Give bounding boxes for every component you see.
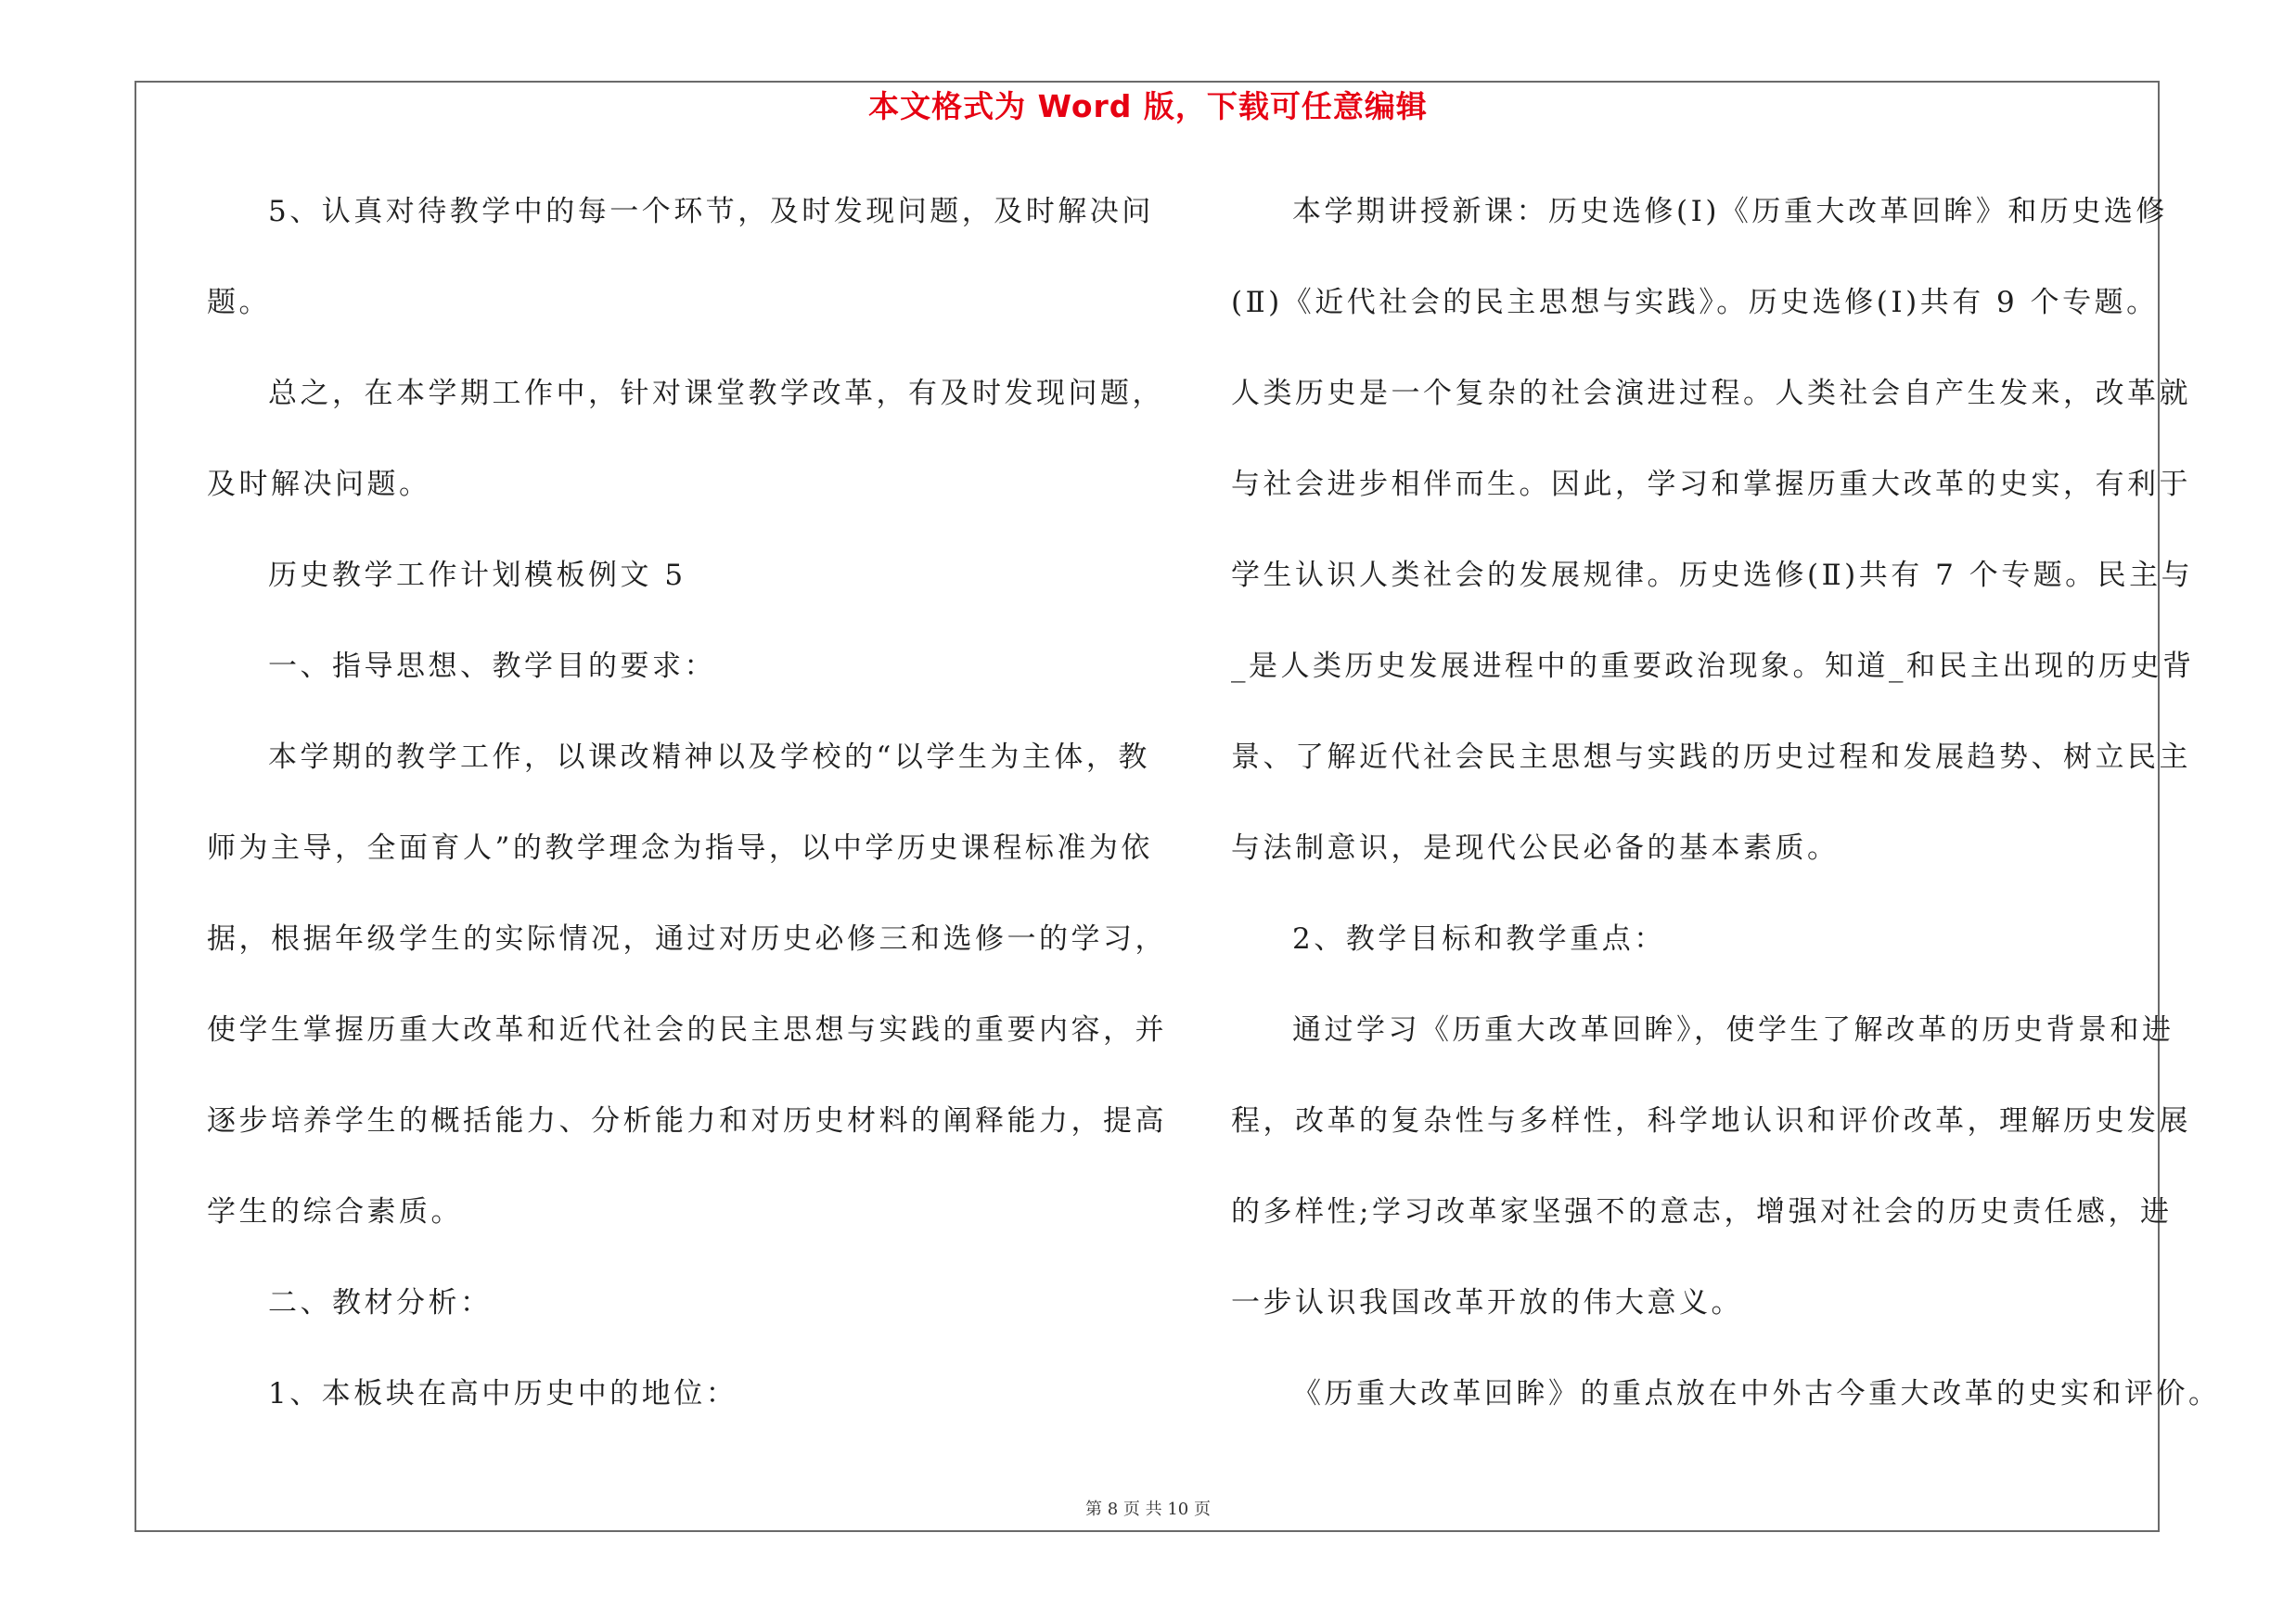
heading-textbook-analysis: 二、教材分析： <box>268 1286 493 1320</box>
text-line: 学生的综合素质。 <box>207 1195 463 1229</box>
left-column <box>207 184 1167 1457</box>
text-line: 本学期讲授新课：历史选修(Ⅰ)《历重大改革回眸》和历史选修 <box>1292 195 2168 228</box>
text-line: 5、认真对待教学中的每一个环节，及时发现问题，及时解决问 <box>268 195 1154 228</box>
word-format-banner: 本文格式为 Word 版，下载可任意编辑 <box>868 88 1428 124</box>
text-line: 使学生掌握历重大改革和近代社会的民主思想与实践的重要内容，并 <box>207 1013 1167 1047</box>
right-column <box>1231 184 2221 1457</box>
text-line: (Ⅱ)《近代社会的民主思想与实践》。历史选修(Ⅰ)共有 9 个专题。 <box>1231 286 2159 319</box>
text-line: 师为主导，全面育人”的教学理念为指导，以中学历史课程标准为依 <box>207 831 1153 865</box>
text-line: 景、了解近代社会民主思想与实践的历史过程和发展趋势、树立民主 <box>1231 741 2191 774</box>
text-line: 据，根据年级学生的实际情况，通过对历史必修三和选修一的学习， <box>207 922 1167 956</box>
text-line: 一步认识我国改革开放的伟大意义。 <box>1231 1286 1743 1320</box>
page-number: 第 8 页 共 10 页 <box>1085 1500 1211 1519</box>
text-line: 题。 <box>207 286 271 319</box>
text-line: 逐步培养学生的概括能力、分析能力和对历史材料的阐释能力，提高 <box>207 1104 1167 1138</box>
heading-guiding-thought: 一、指导思想、教学目的要求： <box>268 650 716 683</box>
text-line: 与法制意识，是现代公民必备的基本素质。 <box>1231 831 1840 865</box>
text-line: 1、本板块在高中历史中的地位： <box>268 1377 738 1410</box>
section-title: 历史教学工作计划模板例文 5 <box>268 559 686 592</box>
text-line: 人类历史是一个复杂的社会演进过程。人类社会自产生发来，改革就 <box>1231 377 2191 410</box>
text-line: 及时解决问题。 <box>207 468 431 501</box>
heading-teaching-goals: 2、教学目标和教学重点： <box>1292 922 1666 956</box>
text-line: 《历重大改革回眸》的重点放在中外古今重大改革的史实和评价。 <box>1292 1377 2221 1410</box>
text-line: 本学期的教学工作，以课改精神以及学校的“以学生为主体，教 <box>268 741 1150 774</box>
text-line: 程，改革的复杂性与多样性，科学地认识和评价改革，理解历史发展 <box>1231 1104 2191 1138</box>
text-line: 总之，在本学期工作中，针对课堂教学改革，有及时发现问题， <box>268 377 1164 410</box>
text-line: _是人类历史发展进程中的重要政治现象。知道_和民主出现的历史背 <box>1231 650 2195 683</box>
text-line: 学生认识人类社会的发展规律。历史选修(Ⅱ)共有 7 个专题。民主与 <box>1231 559 2194 592</box>
text-line: 与社会进步相伴而生。因此，学习和掌握历重大改革的史实，有利于 <box>1231 468 2191 501</box>
text-line: 的多样性;学习改革家坚强不的意志，增强对社会的历史责任感，进 <box>1231 1195 2173 1229</box>
text-line: 通过学习《历重大改革回眸》，使学生了解改革的历史背景和进 <box>1292 1013 2174 1047</box>
